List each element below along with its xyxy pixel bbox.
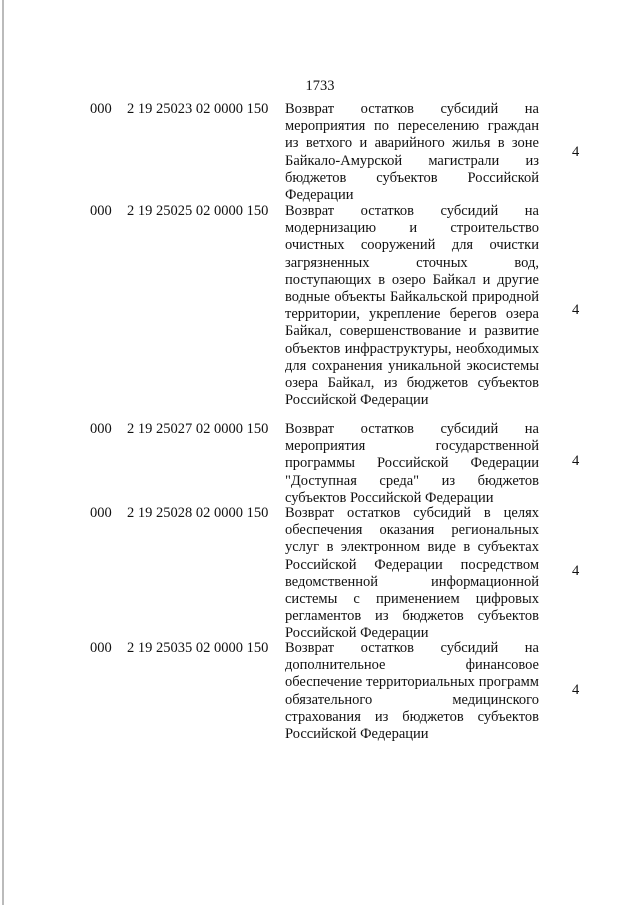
admin-code: 000 [90,203,112,219]
scan-edge-line [2,0,4,905]
column-4-value: 4 [572,682,580,698]
column-4-value: 4 [572,302,580,318]
row-description: Возврат остатков субсидий на дополнительное финансовое обеспечение территориальных программ обязательного медицинского страхования из бюджетов субъектов Российской Федерации [285,640,539,743]
row-description: Возврат остатков субсидий на мероприятия государственной программы Российской Федерации "Доступная среда" из бюджетов субъектов Российской Федерации [285,421,539,506]
column-4-value: 4 [572,144,580,160]
admin-code: 000 [90,640,112,656]
page-number: 1733 [305,78,335,94]
row-description: Возврат остатков субсидий на модернизацию и строительство очистных сооружений для очистки загрязненных сточных вод, поступающих в озеро Байкал и другие водные объекты Байкальской природной территории, укрепление берегов озера Байкал, совершенствование и развитие объектов инфраструктуры, необходимых для сохранения уникальной экосистемы озера Байкал, из бюджетов субъектов Российской Федерации [285,203,539,409]
budget-classification-code: 2 19 25027 02 0000 150 [127,421,269,437]
budget-classification-code: 2 19 25028 02 0000 150 [127,505,269,521]
row-description: Возврат остатков субсидий на мероприятия по переселению граждан из ветхого и аварийного жилья в зоне Байкало-Амурской магистрали из бюджетов субъектов Российской Федерации [285,101,539,204]
column-4-value: 4 [572,453,580,469]
budget-classification-code: 2 19 25023 02 0000 150 [127,101,269,117]
admin-code: 000 [90,101,112,117]
row-description: Возврат остатков субсидий в целях обеспечения оказания региональных услуг в электронном виде в субъектах Российской Федерации посредством ведомственной информационной системы с применением цифровых регламентов из бюджетов субъектов Российской Федерации [285,505,539,642]
column-4-value: 4 [572,563,580,579]
budget-classification-code: 2 19 25025 02 0000 150 [127,203,269,219]
budget-classification-code: 2 19 25035 02 0000 150 [127,640,269,656]
admin-code: 000 [90,505,112,521]
admin-code: 000 [90,421,112,437]
